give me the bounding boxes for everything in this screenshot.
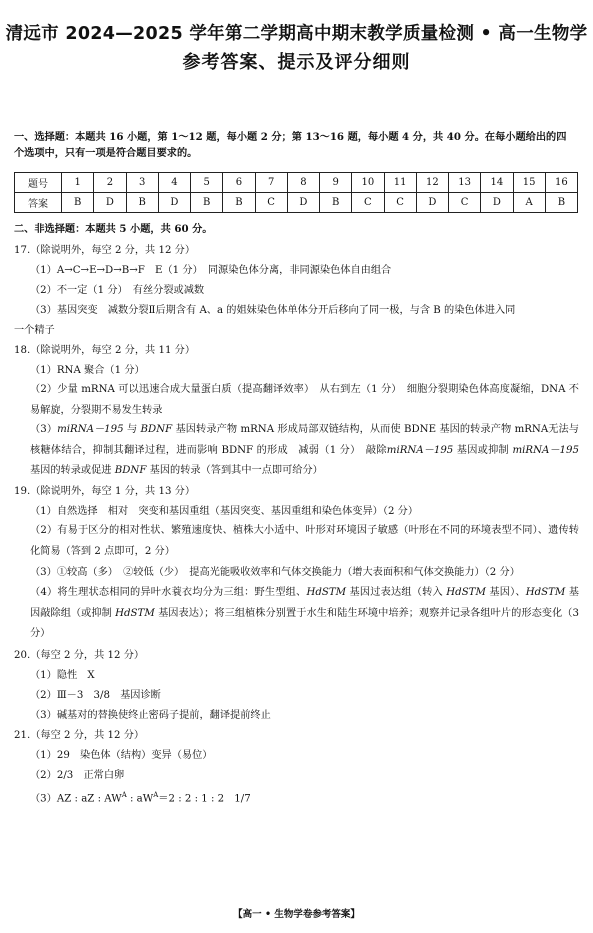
q18-answer-3-text: （3） <box>30 424 58 435</box>
question-number: 13 <box>449 173 481 193</box>
question-number: 5 <box>191 173 223 193</box>
question-number: 2 <box>94 173 126 193</box>
question-number: 6 <box>223 173 255 193</box>
q21-answer-3-superscript: A <box>121 791 127 799</box>
q17-answer-3-cont: 一个精子 <box>14 325 55 336</box>
q21-answer-1: （1）29 染色体（结构）变异（易位） <box>30 750 213 761</box>
answer-cell: B <box>62 193 94 213</box>
q19-answer-4-text: （4）将生理状态相同的异叶水蓑衣均分为三组：野生型组、 <box>30 587 307 598</box>
question-number-row <box>15 173 578 193</box>
question-row-label: 题号 <box>15 173 62 193</box>
q19-answer-4-text: 基因敲除组（或抑制 <box>30 587 579 619</box>
q21-answer-3-text: （3）AZ : aZ : AW <box>30 793 122 805</box>
q17-answer-1: （1）A→C→E→D→B→F E（1 分） 同源染色体分离，非同源染色体自由组合 <box>30 265 392 276</box>
q18-answer-3-gene: miRNA－195 <box>512 444 579 456</box>
q18-heading: 18.（除说明外，每空 2 分，共 11 分） <box>14 345 196 356</box>
q18-answer-3-gene: BDNF <box>140 424 173 435</box>
section2-heading: 二、非选择题：本题共 5 小题，共 60 分。 <box>14 223 213 235</box>
q20-answer-2: （2）Ⅲ－3 3/8 基因诊断 <box>30 690 161 701</box>
q18-answer-3 <box>30 420 579 482</box>
q17-heading: 17.（除说明外，每空 2 分，共 12 分） <box>14 245 196 256</box>
q19-heading: 19.（除说明外，每空 1 分，共 13 分） <box>14 486 196 497</box>
answer-cell: D <box>481 193 513 213</box>
q19-answer-4-text: 基因表达）；将三组植株分别置于水生和陆生环境中培养；观察并记录各组叶片的形态变化（3 分） <box>30 607 579 639</box>
question-number: 8 <box>287 173 319 193</box>
answer-cell: D <box>94 193 126 213</box>
q17-answer-2: （2）不一定（1 分） 有丝分裂或减数 <box>30 285 205 296</box>
page-subtitle: 参考答案、提示及评分细则 <box>182 52 411 73</box>
answer-cell: B <box>223 193 255 213</box>
answer-cell: D <box>158 193 190 213</box>
q21-answer-3-superscript: A <box>153 791 159 799</box>
q19-answer-4-text: 基因）、 <box>485 587 526 598</box>
answer-table <box>14 172 578 213</box>
q19-answer-4-gene: HdSTM <box>115 607 155 619</box>
q18-answer-3-text: 基因转录产物 mRNA 形成局部双链结构，从而使 BDNE 基因的转录产物 mRNA无法与核糖体结合，抑制其翻译过程，进而影响 BDNF 的形成 减弱（1 分） 敲除 <box>30 424 579 456</box>
q21-answer-3-text: : aW <box>126 793 154 805</box>
q18-answer-1: （1）RNA 聚合（1 分） <box>30 365 145 376</box>
q18-answer-3-gene: miRNA－195 <box>57 424 124 435</box>
question-number: 11 <box>384 173 416 193</box>
question-number: 3 <box>126 173 158 193</box>
question-number: 16 <box>545 173 577 193</box>
page-title: 清远市 2024—2025 学年第二学期高中期末教学质量检测 • 高一生物学 <box>5 24 588 44</box>
answer-cell: C <box>255 193 287 213</box>
q20-answer-1: （1）隐性 X <box>30 670 95 681</box>
q17-answer-3: （3）基因突变 减数分裂Ⅱ后期含有 A、a 的姐妹染色体单体分开后移向了同一极，与含 B 的染色体进入同 <box>30 305 516 316</box>
q19-answer-1: （1）自然选择 相对 突变和基因重组（基因突变、基因重组和染色体变异）（2 分） <box>30 506 419 517</box>
q19-answer-4-text: 基因过表达组（转入 <box>346 587 447 598</box>
question-number: 12 <box>416 173 448 193</box>
q18-answer-3-text: 与 <box>123 424 141 435</box>
answer-cell: A <box>513 193 545 213</box>
q19-answer-4-gene: HdSTM <box>446 587 486 598</box>
q21-heading: 21.（每空 2 分，共 12 分） <box>14 730 145 741</box>
q19-answer-3: （3）①较高（多） ②较低（少） 提高光能吸收效率和气体交换能力（增大表面积和气体交换能力）（2 分） <box>30 567 520 578</box>
question-number: 1 <box>62 173 94 193</box>
section1-heading-line2: 个选项中，只有一项是符合题目要求的。 <box>14 146 198 159</box>
answer-cell: D <box>416 193 448 213</box>
q19-answer-4-gene: HdSTM <box>525 587 566 598</box>
question-number: 14 <box>481 173 513 193</box>
answer-cell: C <box>384 193 416 213</box>
q18-answer-3-gene: miRNA－195 <box>386 444 454 456</box>
question-number: 9 <box>320 173 352 193</box>
question-number: 4 <box>158 173 190 193</box>
q18-answer-3-text: 基因的转录或促进 <box>30 465 115 476</box>
question-number: 10 <box>352 173 384 193</box>
page-footer: 【高一 • 生物学卷参考答案】 <box>233 909 360 920</box>
answer-cell: D <box>287 193 319 213</box>
q19-answer-2: （2）有易于区分的相对性状、繁殖速度快、植株大小适中、叶形对环境因子敏感（叶形在不同的环境表型不同）、遗传转化简易（答到 2 点即可，2 分） <box>30 525 579 557</box>
answer-cell: C <box>352 193 384 213</box>
answer-cell: C <box>449 193 481 213</box>
q19-answer-4-gene: HdSTM <box>306 587 347 598</box>
answer-cell: B <box>320 193 352 213</box>
section1-heading-line1: 一、选择题：本题共 16 小题，第 1～12 题，每小题 2 分；第 13～16 题，每小题 4 分，共 40 分。在每小题给出的四 <box>14 131 567 143</box>
q18-answer-3-text: 基因的转录（答到其中一点即可给分） <box>146 465 323 476</box>
q21-answer-3 <box>30 788 251 806</box>
q18-answer-3-text: 基因或抑制 <box>453 444 513 456</box>
q18-answer-3-gene: BDNF <box>114 465 147 476</box>
q21-answer-3-text: ＝2 : 2 : 1 : 2 1/7 <box>158 793 251 805</box>
answer-row-label: 答案 <box>15 193 62 213</box>
q18-answer-2: （2）少量 mRNA 可以迅速合成大量蛋白质（提高翻译效率） 从右到左（1 分） 细胞分裂期染色体高度凝缩，DNA 不易解旋，分裂期不易发生转录 <box>30 384 579 416</box>
answer-cell: B <box>545 193 577 213</box>
answer-cell: B <box>126 193 158 213</box>
section1-heading <box>14 130 581 161</box>
q21-answer-2: （2）2/3 正常白卵 <box>30 770 125 781</box>
q20-answer-3: （3）碱基对的替换使终止密码子提前，翻译提前终止 <box>30 710 271 721</box>
answer-row <box>15 193 578 213</box>
question-number: 15 <box>513 173 545 193</box>
q20-heading: 20.（每空 2 分，共 12 分） <box>14 650 145 661</box>
question-number: 7 <box>255 173 287 193</box>
q19-answer-4 <box>30 583 579 645</box>
answer-cell: B <box>191 193 223 213</box>
